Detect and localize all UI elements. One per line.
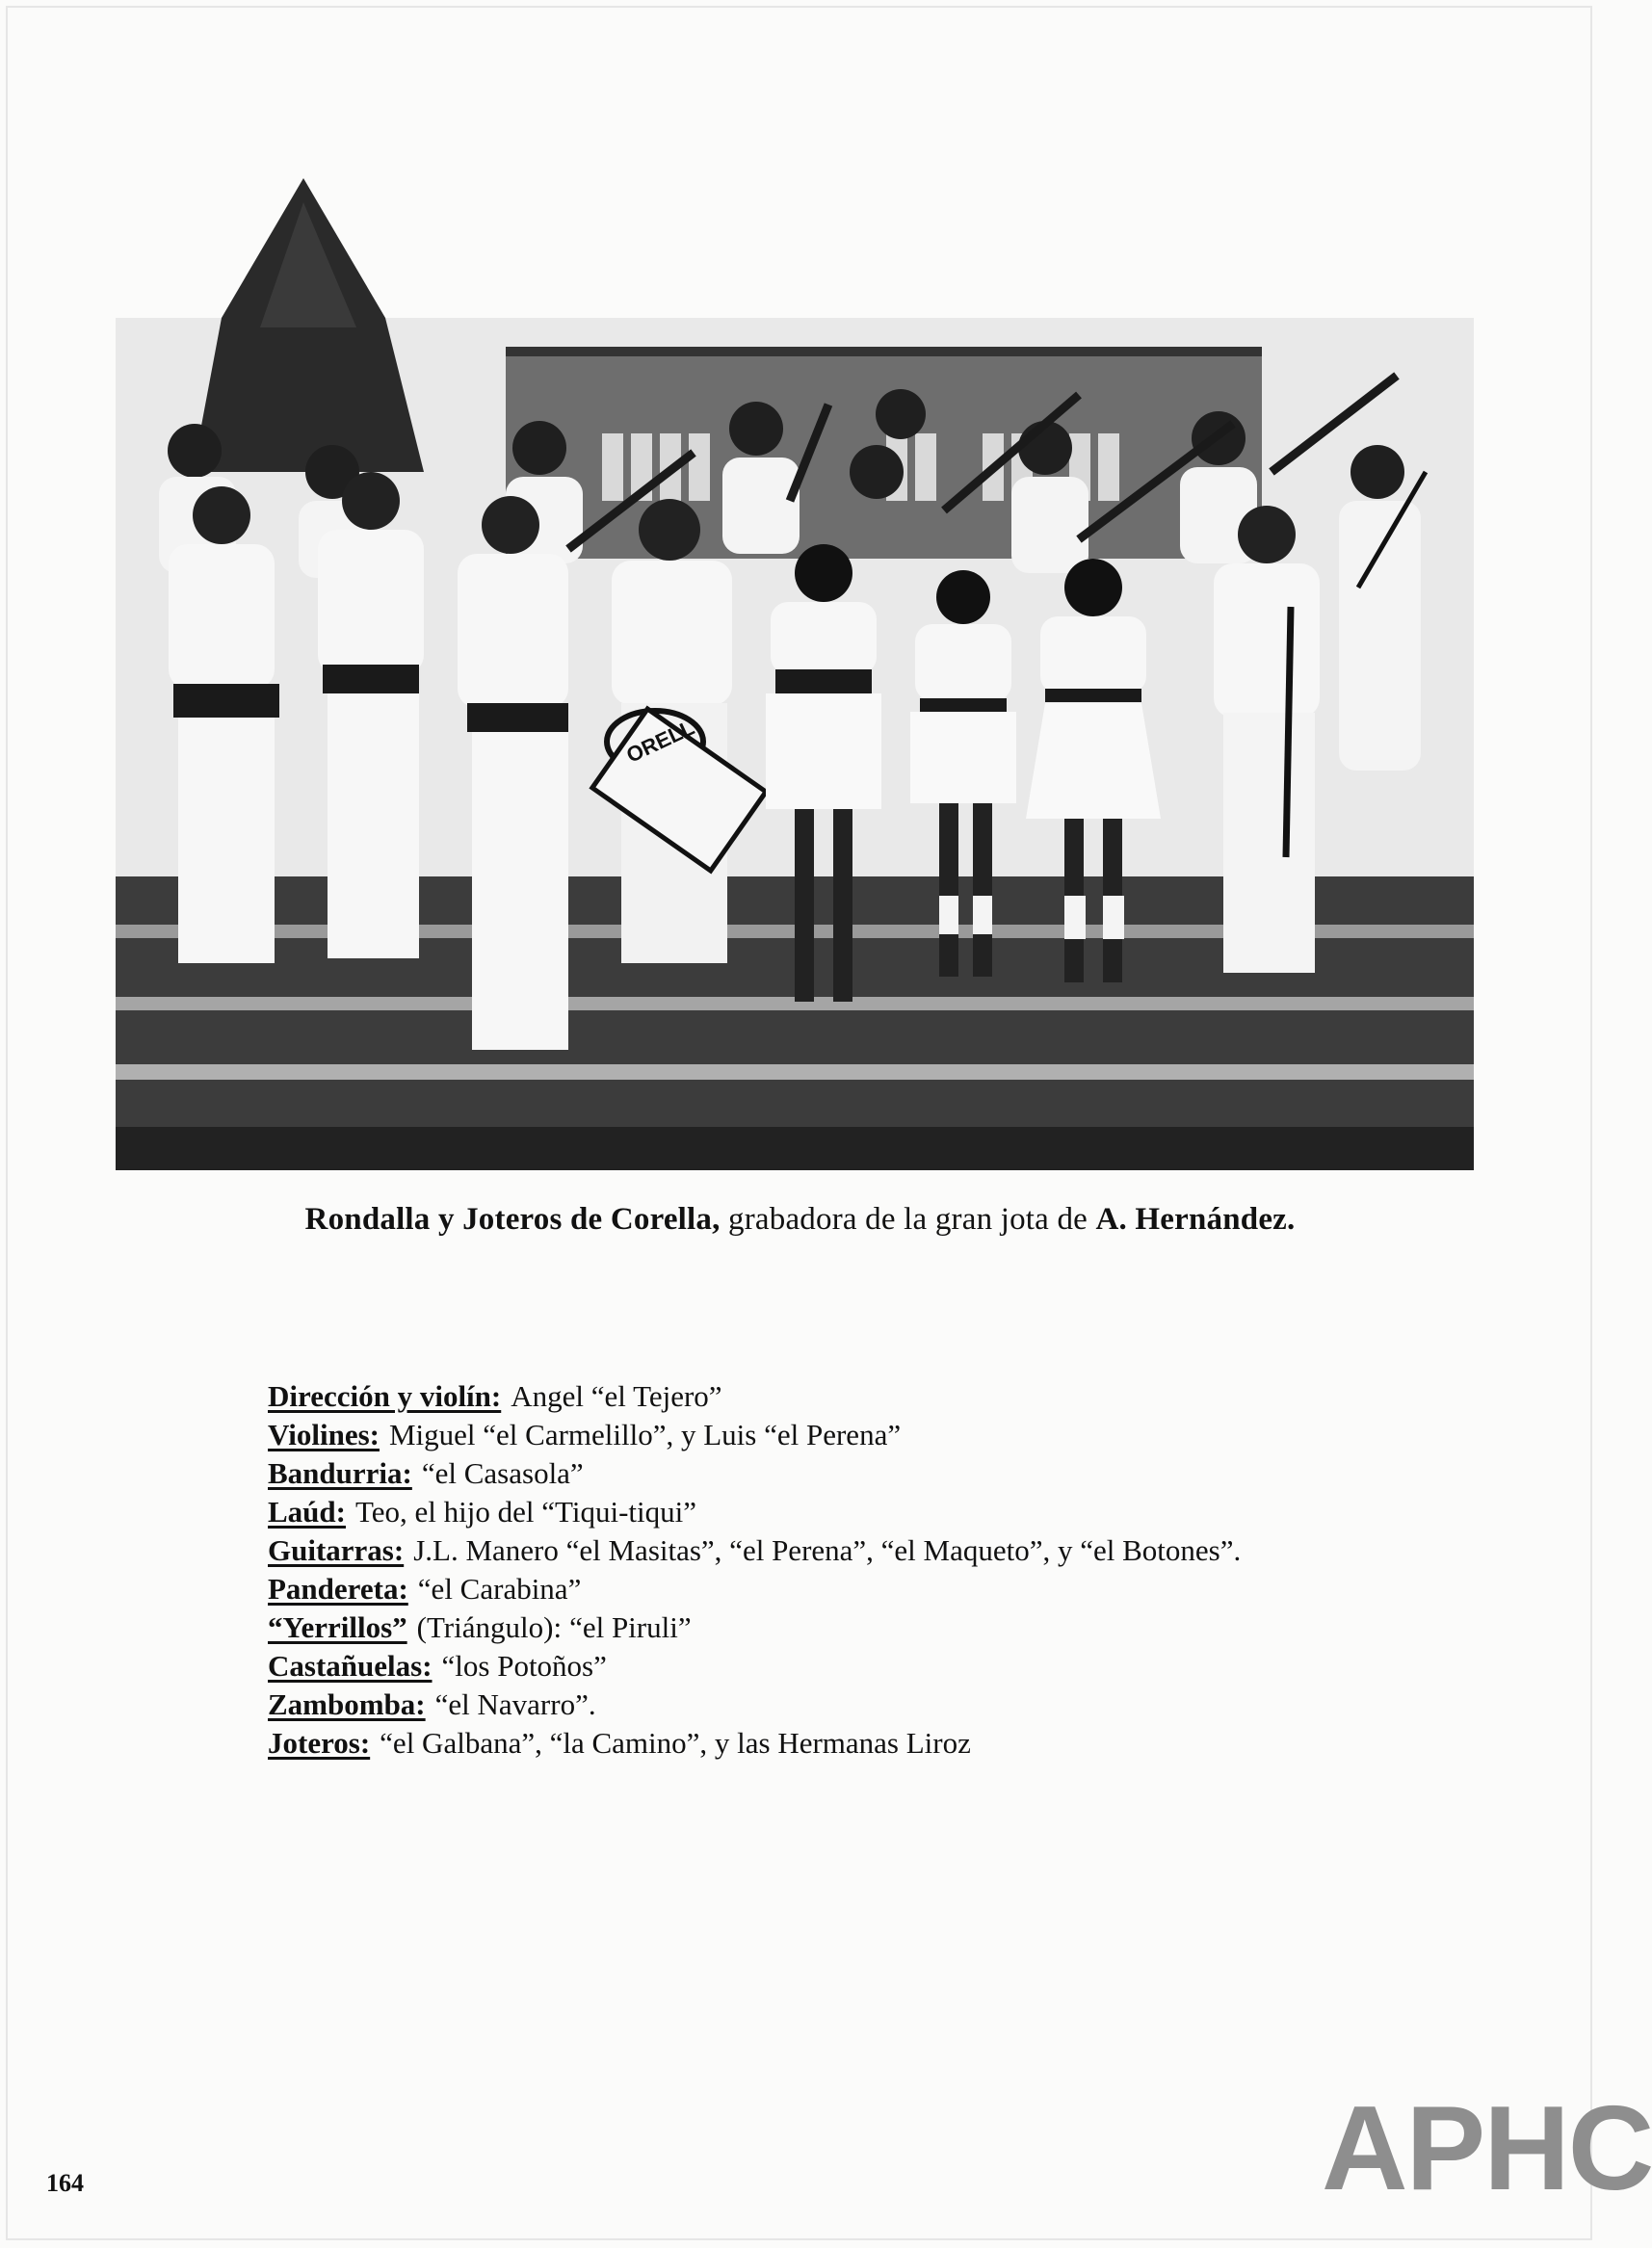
credit-names: J.L. Manero “el Masitas”, “el Perena”, “el Maqueto”, y “el Botones”. bbox=[413, 1533, 1242, 1567]
watermark-logo: APHC bbox=[1322, 2082, 1652, 2215]
credit-names: “los Potoños” bbox=[441, 1649, 607, 1683]
credit-role: Dirección y violín: bbox=[268, 1379, 502, 1413]
credit-role: Violines: bbox=[268, 1418, 380, 1451]
credit-names: “el Carabina” bbox=[417, 1572, 582, 1606]
credits-list bbox=[268, 1377, 1376, 1763]
group-photo-svg bbox=[116, 183, 1474, 1170]
credit-line bbox=[268, 1377, 1376, 1416]
credit-role: Castañuelas: bbox=[268, 1649, 433, 1683]
page-number: 164 bbox=[46, 2169, 84, 2197]
credit-line bbox=[268, 1454, 1376, 1493]
credit-line bbox=[268, 1570, 1376, 1608]
credit-names: Teo, el hijo del “Tiqui-tiqui” bbox=[354, 1495, 696, 1529]
credit-names: “el Piruli” bbox=[569, 1610, 692, 1644]
credit-names: “el Galbana”, “la Camino”, y las Hermanas Liroz bbox=[380, 1726, 971, 1760]
caption-middle: grabadora de la gran jota de bbox=[720, 1202, 1096, 1237]
caption-tail: A. Hernández. bbox=[1095, 1202, 1296, 1237]
credit-line bbox=[268, 1686, 1376, 1724]
credit-names: Miguel “el Carmelillo”, y Luis “el Perena” bbox=[388, 1418, 902, 1451]
credit-line bbox=[268, 1416, 1376, 1454]
credit-names: Angel “el Tejero” bbox=[511, 1379, 722, 1413]
credit-names: “el Casasola” bbox=[421, 1456, 584, 1490]
credit-role: Zambomba: bbox=[268, 1687, 426, 1721]
credit-role: Laúd: bbox=[268, 1495, 346, 1529]
credit-line bbox=[268, 1493, 1376, 1531]
credit-role: Bandurria: bbox=[268, 1456, 412, 1490]
photo-caption bbox=[0, 1202, 1600, 1238]
credit-line bbox=[268, 1724, 1376, 1763]
group-photo bbox=[116, 183, 1474, 1170]
credit-role: Joteros: bbox=[268, 1726, 371, 1760]
credit-names: “el Navarro”. bbox=[434, 1687, 596, 1721]
credit-role: “Yerrillos” bbox=[268, 1610, 407, 1644]
credit-role: Pandereta: bbox=[268, 1572, 408, 1606]
caption-lead: Rondalla y Joteros de Corella, bbox=[304, 1202, 721, 1237]
drum-lettering: ORELL bbox=[622, 715, 698, 768]
credit-role: Guitarras: bbox=[268, 1533, 405, 1567]
credit-line bbox=[268, 1647, 1376, 1686]
credit-note: (Triángulo): bbox=[416, 1610, 563, 1644]
credit-line bbox=[268, 1531, 1376, 1570]
credit-line bbox=[268, 1608, 1376, 1647]
